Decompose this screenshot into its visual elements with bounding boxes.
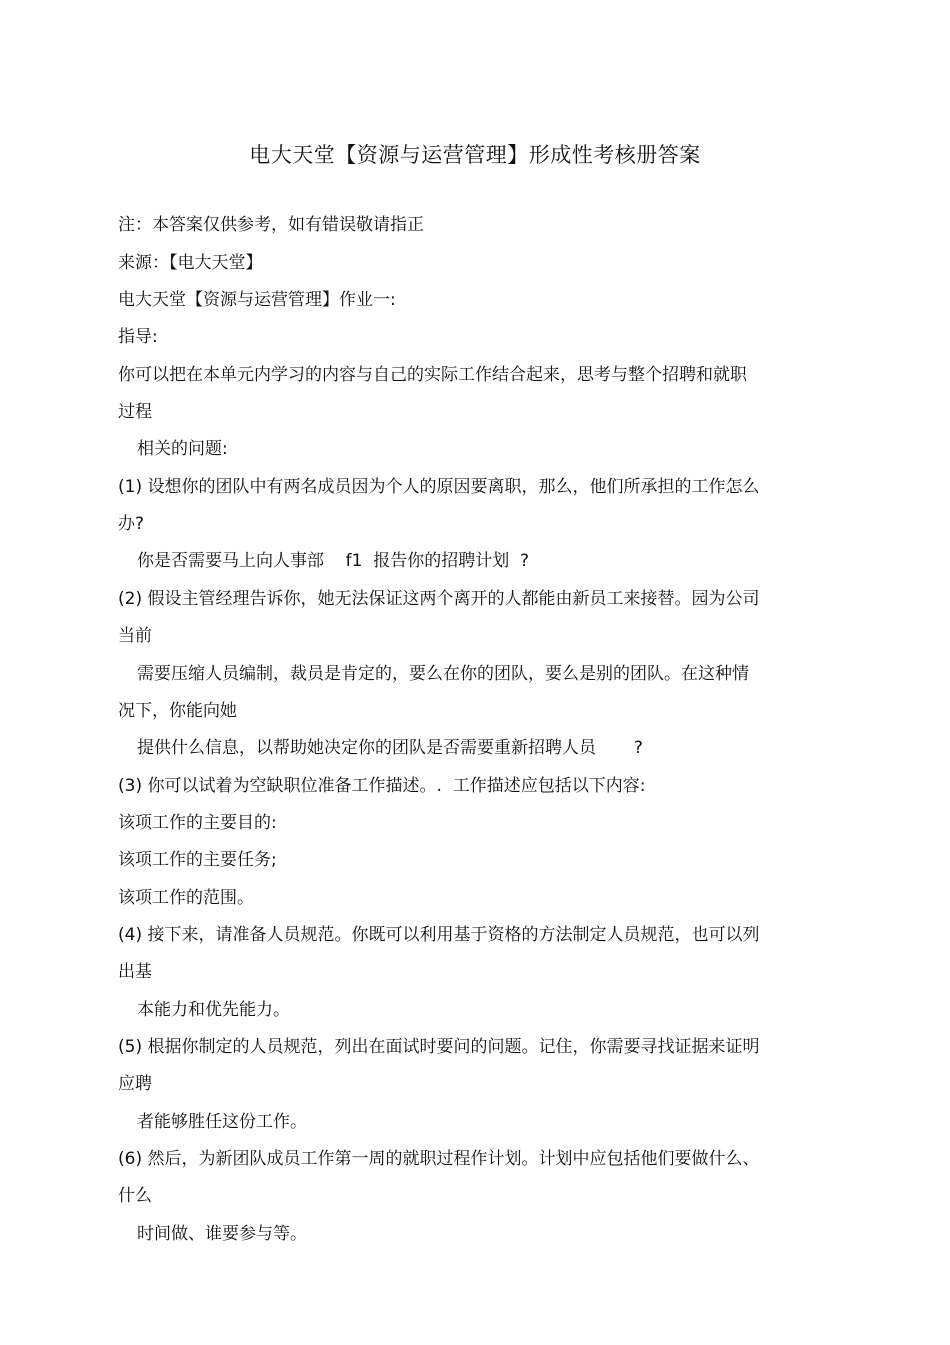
question-2-cont: 提供什么信息，以帮助她决定你的团队是否需要重新招聘人员 ?	[137, 738, 643, 758]
question-2-cont: 当前	[118, 626, 152, 646]
guidance-label: 指导:	[118, 327, 158, 347]
question-3: (3) 你可以试着为空缺职位准备工作描述。. 工作描述应包括以下内容:	[118, 776, 646, 796]
question-2-cont: 需要压缩人员编制，裁员是肯定的，要么在你的团队，要么是别的团队。在这种情	[137, 664, 749, 684]
question-6-cont: 时间做、谁要参与等。	[137, 1224, 307, 1244]
question-5-cont: 应聘	[118, 1074, 152, 1094]
question-4: (4) 接下来，请准备人员规范。你既可以利用基于资格的方法制定人员规范，也可以列	[118, 925, 760, 945]
list-item: 该项工作的主要目的:	[118, 813, 277, 833]
question-1-cont: 办?	[118, 514, 145, 534]
question-4-cont: 出基	[118, 962, 152, 982]
list-item: 该项工作的主要任务;	[118, 850, 277, 870]
question-5: (5) 根据你制定的人员规范，列出在面试时要问的问题。记住，你需要寻找证据来证明	[118, 1037, 760, 1057]
body-line: 你可以把在本单元内学习的内容与自己的实际工作结合起来，思考与整个招聘和就职	[118, 365, 747, 385]
list-item: 该项工作的范围。	[118, 888, 254, 908]
question-5-cont: 者能够胜任这份工作。	[137, 1112, 307, 1132]
question-1-cont: 你是否需要马上向人事部 f1 报告你的招聘计划 ?	[137, 551, 530, 571]
question-1: (1) 设想你的团队中有两名成员因为个人的原因要离职，那么，他们所承担的工作怎么	[118, 477, 760, 497]
document-title: 电大天堂【资源与运营管理】形成性考核册答案	[249, 143, 701, 167]
question-4-cont: 本能力和优先能力。	[137, 1000, 290, 1020]
question-2: (2) 假设主管经理告诉你，她无法保证这两个离开的人都能由新员工来接替。园为公司	[118, 589, 760, 609]
question-2-cont: 况下，你能向她	[118, 701, 237, 721]
question-6-cont: 什么	[118, 1186, 152, 1206]
assignment-heading: 电大天堂【资源与运营管理】作业一:	[118, 290, 396, 310]
note-line: 注：本答案仅供参考，如有错误敬请指正	[118, 215, 424, 235]
source-line: 来源：【电大天堂】	[118, 253, 263, 273]
body-line: 相关的问题:	[137, 439, 228, 459]
body-line: 过程	[118, 402, 152, 422]
question-6: (6) 然后，为新团队成员工作第一周的就职过程作计划。计划中应包括他们要做什么、	[118, 1149, 760, 1169]
